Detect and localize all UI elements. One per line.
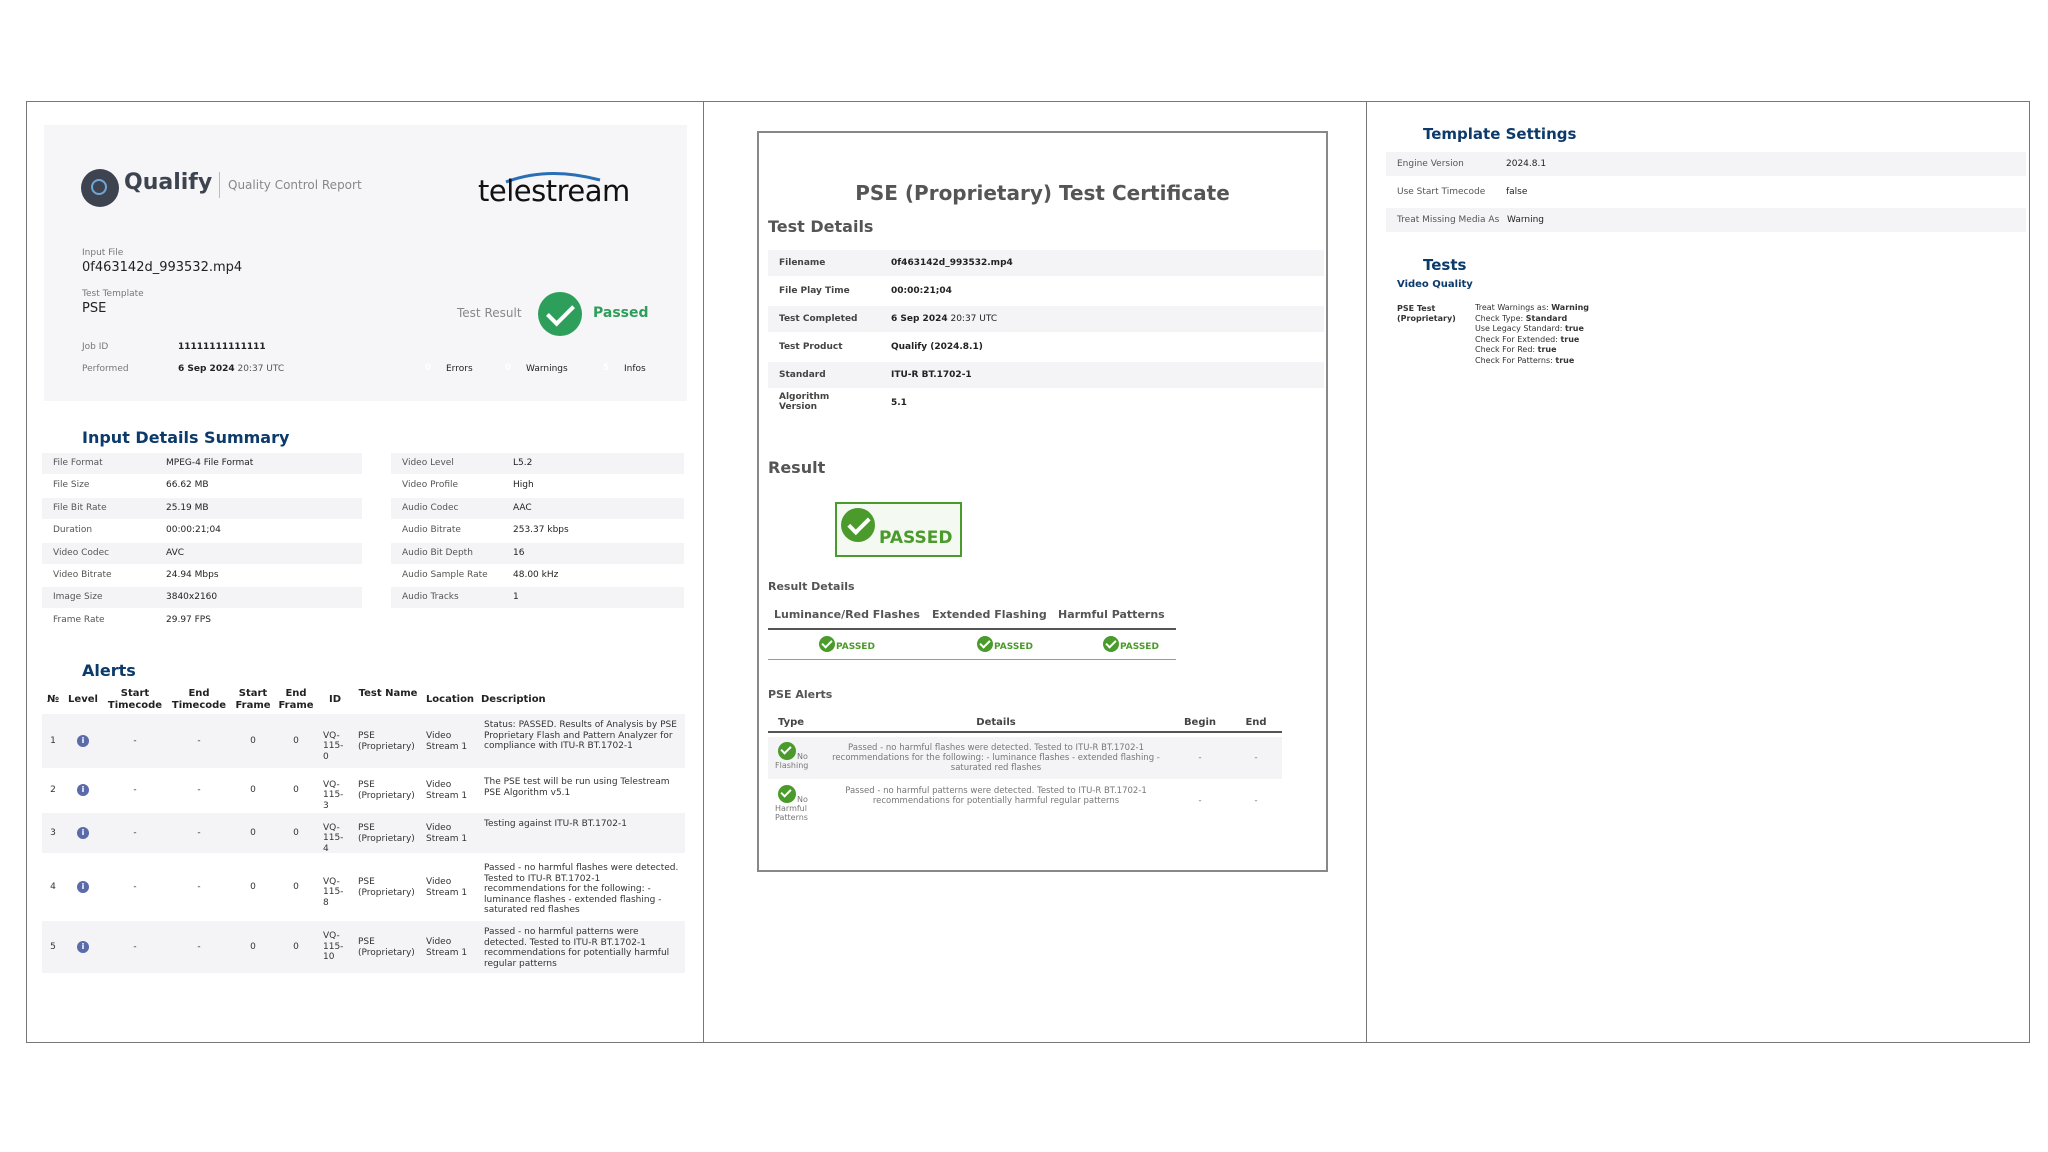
alert-end-frame: 0 <box>293 882 299 892</box>
summary-label: File Format <box>53 458 103 468</box>
performed-value: 6 Sep 2024 20:37 UTC <box>178 364 285 374</box>
alerts-column-header: End Timecode <box>171 688 227 711</box>
input-file-label: Input File <box>82 248 124 258</box>
alerts-column-header: ID <box>328 694 342 705</box>
test-result-label: Test Result <box>457 306 522 320</box>
test-param: Check For Patterns: true <box>1475 356 1575 365</box>
summary-value: AVC <box>166 547 185 558</box>
alerts-column-header: Start Frame <box>235 688 271 711</box>
details-value: 5.1 <box>891 398 907 408</box>
summary-label: Frame Rate <box>53 614 105 625</box>
pse-alert-details: Passed - no harmful patterns were detected. Tested to ITU-R BT.1702-1 recommendations for potentially harmful regular patterns <box>845 786 1147 806</box>
alert-end-timecode: - <box>197 942 201 952</box>
summary-label: Image Size <box>53 592 103 603</box>
summary-label: Video Bitrate <box>53 570 112 580</box>
info-icon: i <box>77 735 89 747</box>
input-summary-title: Input Details Summary <box>82 428 290 447</box>
alert-id: VQ-115-4 <box>323 822 344 854</box>
result-column-header: Luminance/Red Flashes <box>774 608 920 621</box>
pass-check-icon <box>819 636 835 652</box>
alerts-column-header: End Frame <box>278 688 314 711</box>
result-header-rule <box>768 628 1176 630</box>
details-label: File Play Time <box>779 286 850 296</box>
job-id-value: 11111111111111 <box>178 342 266 352</box>
brand-divider <box>219 172 220 198</box>
errors-count-badge: 0 <box>424 363 432 373</box>
details-label: Standard <box>779 370 826 380</box>
alert-id: VQ-115-8 <box>323 876 344 908</box>
details-value: Qualify (2024.8.1) <box>891 342 983 352</box>
alert-description: Status: PASSED. Results of Analysis by PSE Proprietary Flash and Pattern Analyzer for compliance with ITU-R BT.1702-1 <box>484 720 677 751</box>
page-divider <box>703 101 704 1043</box>
details-value: 6 Sep 2024 20:37 UTC <box>891 314 998 324</box>
alert-test-name: PSE (Proprietary) <box>358 877 415 898</box>
alert-end-timecode: - <box>197 736 201 746</box>
summary-value: 1 <box>513 592 519 603</box>
result-bottom-rule <box>768 659 1176 660</box>
alert-test-name: PSE (Proprietary) <box>358 823 415 844</box>
alert-number: 4 <box>50 882 56 892</box>
warnings-count-badge: 0 <box>504 363 512 373</box>
pse-alert-end: - <box>1254 796 1258 806</box>
pse-alert-details: Passed - no harmful flashes were detected. Tested to ITU-R BT.1702-1 recommendations for the following: - luminance flashes - extended flashing - saturated red flashes <box>832 743 1160 773</box>
alert-start-frame: 0 <box>250 942 256 952</box>
summary-value: 66.62 MB <box>166 480 209 491</box>
alert-end-frame: 0 <box>293 828 299 838</box>
settings-label: Treat Missing Media As <box>1397 215 1500 225</box>
result-column-header: Harmful Patterns <box>1058 608 1165 621</box>
alert-start-frame: 0 <box>250 828 256 838</box>
details-label: Test Completed <box>779 314 858 324</box>
alert-end-timecode: - <box>197 828 201 838</box>
alert-start-frame: 0 <box>250 785 256 795</box>
alerts-column-header: Location <box>425 694 475 705</box>
badge-check-icon <box>841 508 875 542</box>
alert-location: Video Stream 1 <box>426 823 468 844</box>
pse-alerts-column-header: Type <box>778 717 805 728</box>
summary-label: Duration <box>53 525 93 536</box>
pse-alert-type: No Harmful Patterns <box>775 795 808 822</box>
test-template-label: Test Template <box>82 289 144 299</box>
alert-description: Testing against ITU-R BT.1702-1 <box>484 819 627 829</box>
certificate-title: PSE (Proprietary) Test Certificate <box>855 181 1230 205</box>
alert-description: Passed - no harmful flashes were detected. Tested to ITU-R BT.1702-1 recommendations for the following: - luminance flashes - extended flashing - saturated red flashes <box>484 863 679 915</box>
alert-description: Passed - no harmful patterns were detected. Tested to ITU-R BT.1702-1 recommendations for potentially harmful regular patterns <box>484 927 670 969</box>
pass-check-icon <box>977 636 993 652</box>
alert-number: 5 <box>50 942 56 952</box>
qualify-logo-icon <box>81 169 119 207</box>
summary-value: AAC <box>513 502 532 513</box>
infos-count-badge: 5 <box>602 363 610 373</box>
infos-label: Infos <box>624 364 646 374</box>
errors-label: Errors <box>446 364 473 374</box>
pse-alerts-column-header: Begin <box>1183 717 1217 728</box>
alert-id: VQ-115-3 <box>323 779 344 811</box>
alert-test-name: PSE (Proprietary) <box>358 937 415 958</box>
alert-start-timecode: - <box>133 785 137 795</box>
alert-id: VQ-115-0 <box>323 730 344 762</box>
info-icon: i <box>77 941 89 953</box>
page-divider <box>1366 101 1367 1043</box>
pse-alert-begin: - <box>1198 753 1202 763</box>
alert-test-name: PSE (Proprietary) <box>358 780 415 801</box>
details-value: 00:00:21;04 <box>891 286 952 296</box>
info-icon: i <box>77 881 89 893</box>
summary-label: Audio Sample Rate <box>402 570 488 580</box>
details-label: Filename <box>779 258 826 268</box>
summary-label: File Size <box>53 480 90 491</box>
settings-row-bg <box>1386 152 2026 176</box>
info-icon: i <box>77 784 89 796</box>
details-value: 0f463142d_993532.mp4 <box>891 258 1013 268</box>
details-label: Algorithm Version <box>779 392 830 412</box>
pse-alert-end: - <box>1254 753 1258 763</box>
alert-end-timecode: - <box>197 785 201 795</box>
summary-label: File Bit Rate <box>53 502 107 513</box>
alert-number: 1 <box>50 736 56 746</box>
test-param: Check For Red: true <box>1475 345 1557 355</box>
test-param: Use Legacy Standard: true <box>1475 324 1584 334</box>
test-param: Treat Warnings as: Warning <box>1475 303 1589 312</box>
summary-value: 29.97 FPS <box>166 614 211 625</box>
details-label: Test Product <box>779 342 843 352</box>
alert-number: 3 <box>50 828 56 838</box>
test-template-value: PSE <box>82 301 107 316</box>
alert-start-frame: 0 <box>250 882 256 892</box>
result-value: PASSED <box>1120 642 1159 652</box>
alert-start-timecode: - <box>133 942 137 952</box>
result-column-header: Extended Flashing <box>932 608 1047 621</box>
summary-label: Audio Tracks <box>402 592 459 603</box>
summary-value: High <box>513 480 534 491</box>
summary-value: 24.94 Mbps <box>166 570 219 580</box>
alert-end-frame: 0 <box>293 785 299 795</box>
alerts-column-header: № <box>46 694 60 705</box>
pse-alert-begin: - <box>1198 796 1202 806</box>
summary-label: Video Profile <box>402 480 459 491</box>
telestream-logo: telestream <box>478 174 630 208</box>
summary-label: Video Level <box>402 458 454 468</box>
settings-value: false <box>1506 187 1528 197</box>
alerts-title: Alerts <box>82 661 136 680</box>
pass-check-icon <box>1103 636 1119 652</box>
performed-label: Performed <box>82 364 129 374</box>
pse-alerts-title: PSE Alerts <box>768 688 833 701</box>
summary-value: 253.37 kbps <box>513 525 569 536</box>
alerts-column-header: Level <box>68 694 98 705</box>
tests-title: Tests <box>1423 256 1467 274</box>
result-value: PASSED <box>836 642 875 652</box>
alert-start-timecode: - <box>133 828 137 838</box>
summary-value: 3840x2160 <box>166 592 218 603</box>
summary-value: L5.2 <box>513 458 533 468</box>
alert-location: Video Stream 1 <box>426 731 468 752</box>
alerts-column-header: Description <box>481 694 546 705</box>
alert-start-timecode: - <box>133 736 137 746</box>
alert-location: Video Stream 1 <box>426 780 468 801</box>
summary-label: Video Codec <box>53 547 110 558</box>
summary-value: 25.19 MB <box>166 502 209 513</box>
test-result-value: Passed <box>593 305 649 321</box>
result-details-title: Result Details <box>768 580 855 593</box>
pse-alerts-column-header: End <box>1245 717 1267 728</box>
details-value: ITU-R BT.1702-1 <box>891 370 972 380</box>
report-type: Quality Control Report <box>228 178 362 192</box>
summary-value: 00:00:21;04 <box>166 525 221 536</box>
summary-value: 16 <box>513 547 525 558</box>
summary-label: Audio Codec <box>402 502 459 513</box>
settings-label: Engine Version <box>1397 159 1464 169</box>
alert-number: 2 <box>50 785 56 795</box>
pse-alert-type: No Flashing <box>775 752 809 770</box>
info-icon: i <box>77 827 89 839</box>
alert-end-frame: 0 <box>293 942 299 952</box>
template-settings-title: Template Settings <box>1423 125 1577 143</box>
alert-location: Video Stream 1 <box>426 937 468 958</box>
alert-start-timecode: - <box>133 882 137 892</box>
settings-value: Warning <box>1507 215 1545 225</box>
settings-value: 2024.8.1 <box>1506 159 1547 169</box>
alert-start-frame: 0 <box>250 736 256 746</box>
alert-id: VQ-115-10 <box>323 931 344 963</box>
job-id-label: Job ID <box>82 342 109 352</box>
pse-alerts-header-rule <box>768 731 1282 733</box>
test-details-title: Test Details <box>768 217 874 236</box>
summary-label: Audio Bit Depth <box>402 547 473 558</box>
alert-location: Video Stream 1 <box>426 877 468 898</box>
alert-end-timecode: - <box>197 882 201 892</box>
warnings-label: Warnings <box>526 364 568 374</box>
summary-value: 48.00 kHz <box>513 570 559 580</box>
test-name: PSE Test (Proprietary) <box>1397 304 1456 323</box>
alert-description: The PSE test will be run using Telestream PSE Algorithm v5.1 <box>484 777 670 798</box>
alerts-column-header: Start Timecode <box>107 688 163 711</box>
alerts-column-header: Test Name <box>358 688 418 699</box>
tests-subtitle: Video Quality <box>1397 279 1473 290</box>
summary-value: MPEG-4 File Format <box>166 458 254 468</box>
result-value: PASSED <box>994 642 1033 652</box>
passed-check-icon <box>538 292 582 336</box>
settings-label: Use Start Timecode <box>1397 187 1486 197</box>
input-file-value: 0f463142d_993532.mp4 <box>82 260 243 275</box>
app-name: Qualify <box>124 170 213 195</box>
test-param: Check Type: Standard <box>1475 313 1568 323</box>
passed-badge: PASSED <box>835 502 962 557</box>
result-title: Result <box>768 458 826 477</box>
alert-end-frame: 0 <box>293 736 299 746</box>
alert-test-name: PSE (Proprietary) <box>358 731 415 752</box>
summary-label: Audio Bitrate <box>402 525 461 536</box>
pse-alerts-column-header: Details <box>976 717 1016 728</box>
test-param: Check For Extended: true <box>1475 334 1580 344</box>
